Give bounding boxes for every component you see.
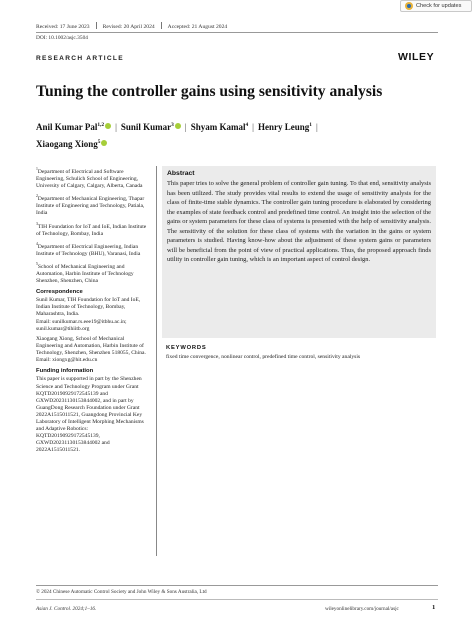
affiliation-5: $^5$School of Mechanical Engineering and Automation, Harbin Institute of Technology Shenzhen, Shenzhen, China [36,262,134,285]
orcid-icon[interactable] [101,140,107,146]
correspondence-email-1[interactable]: Email: sunilkumar.rs.eee19@itbhu.ac.in; sunil.kumar@tihiitb.org [36,318,127,332]
keywords-heading: KEYWORDS [166,345,207,351]
journal-citation: Asian J. Control. 2024;1–16. [36,606,97,612]
publisher-logo: WILEY [398,51,435,63]
author-3[interactable]: Shyam Kamal$^4$ [190,122,249,132]
page-number: 1 [432,604,436,611]
section-label: RESEARCH ARTICLE [36,55,124,62]
author-list: Anil Kumar Pal$^{1,2}$ | Sunil Kumar$^3$ | Shyam Kamal$^4$ | Henry Leung$^1$ | Xiaogang Xiong$^5$ [36,122,318,149]
funding-heading: Funding information [36,368,94,375]
keywords-text: fixed time convergence, nonlinear control, predefined time control, sensitivity analysis [166,354,361,360]
orcid-icon[interactable] [105,123,111,129]
correspondence-entry-1: Sunil Kumar, TIH Foundation for IoT and IoE, Indian Institute of Technology, Bombay, Maharashtra, India. Email: sunilkumar.rs.eee19@itbhu.ac.in; sunil.kumar@tihiitb.org [36,297,141,332]
funding-text: This paper is supported in part by the Shenzhen Science and Technology Program under Grant KQTD20190929172545139 and GXWD20231130153844002, and in part by GuangDong Research Foundation under Grant 2022A1515011521, Guangdong Provincial Key Laboratory of Intelligent Morphing Mechanisms and Adaptive Robotics: KQTD20190929172545139, GXWD20231130153844002 and 2022A1515011521. [36,376,144,454]
affiliation-1: $^1$Department of Electrical and Software Engineering, Schulich School of Engineering, University of Calgary, Calgary, Alberta, Canada [36,167,143,190]
article-history [36,22,227,30]
footer-rule-2 [36,599,438,600]
author-2[interactable]: Sunil Kumar$^3$ [121,122,181,132]
crossmark-icon [405,2,413,10]
check-for-updates-label: Check for updates [416,3,462,9]
author-1[interactable]: Anil Kumar Pal$^{1,2}$ [36,122,111,132]
correspondence-heading: Correspondence [36,289,83,296]
check-for-updates-button[interactable] [400,0,472,12]
author-4[interactable]: Henry Leung$^1$ [257,122,312,132]
article-title: Tuning the controller gains using sensitivity analysis [36,83,383,100]
side-column [36,166,152,458]
abstract-box [162,166,436,338]
abstract-heading: Abstract [167,170,195,177]
affiliation-4: $^4$Department of Electrical Engineering, Indian Institute of Technology (BHU), Varanasi, India [36,241,141,257]
copyright: © 2024 Chinese Automatic Control Society and John Wiley & Sons Australia, Ltd [36,589,207,595]
revised-date: Revised: 20 April 2024 [102,24,155,30]
correspondence-entry-2: Xiaogang Xiong, School of Mechanical Engineering and Automation, Harbin Institute of Technology, Shenzhen, Shenzhen 518055, China. Email: xiongxg@hit.edu.cn [36,335,146,364]
footer-rule [36,585,438,586]
journal-website-link[interactable]: wileyonlinelibrary.com/journal/asjc [325,606,399,612]
header-rule [36,32,438,33]
accepted-date: Accepted: 21 August 2024 [167,24,228,30]
correspondence-email-2[interactable]: Email: xiongxg@hit.edu.cn [36,357,98,364]
affiliation-2: $^2$Department of Mechanical Engineering, Thapar Institute of Engineering and Technology, Patiala, India [36,194,145,217]
column-divider [156,166,157,556]
doi: DOI: 10.1002/asjc.3504 [36,35,88,41]
affiliation-3: $^3$TIH Foundation for IoT and IoE, Indian Institute of Technology, Bombay, India [36,221,147,237]
received-date: Received: 17 June 2023 [36,24,90,30]
orcid-icon[interactable] [175,123,181,129]
abstract-text: This paper tries to solve the general problem of controller gain tuning. To that end, sensitivity analysis has been utilized. The study provides vital results to extend the usage of sensitivity analysis for the class of finite-time stable dynamics. The controller gain tuning procedure is elaborated by considering the examples of state feedback control and predefined time control. An insight into the selection of the gains or system parameters for these class of systems is presented with the help of sensitivity analysis. The sensitivity of the solution for these class of systems with the variation in the gains or system parameters is studied. Having know-how about the adjustment of these system gains or parameters will be beneficial from the point of view of practical applications. Thus, the proposed approach finds utility in controller gain tuning, which is an important aspect of control design. [167,180,431,264]
author-5[interactable]: Xiaogang Xiong$^5$ [36,139,107,149]
